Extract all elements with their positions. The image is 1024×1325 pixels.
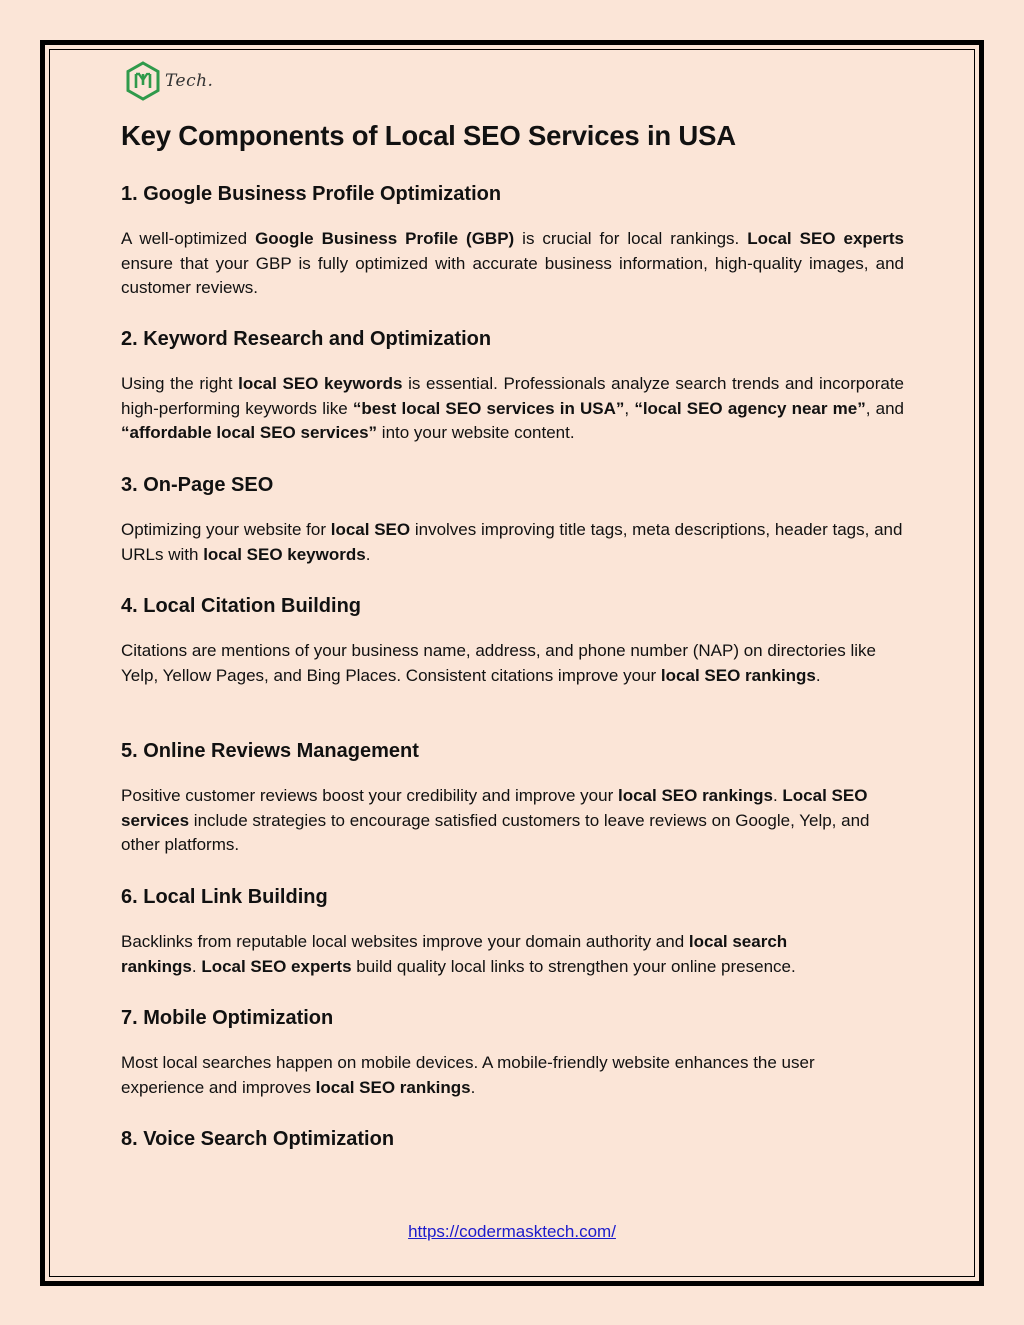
section-3 bbox=[121, 472, 904, 567]
bold-text: Local SEO services bbox=[121, 786, 868, 830]
section-heading: 8. Voice Search Optimization bbox=[121, 1128, 395, 1150]
section-paragraph bbox=[121, 1051, 891, 1100]
bold-text: local search rankings bbox=[121, 932, 788, 976]
text-run: build quality local links to strengthen your online presence. bbox=[351, 956, 796, 976]
text-run: ensure that your GBP is fully optimized with accurate business information, high-quality images, and customer reviews. bbox=[121, 253, 904, 297]
section-paragraph bbox=[121, 930, 861, 979]
text-run: Optimizing your website for bbox=[121, 520, 331, 539]
bold-text: “affordable local SEO services” bbox=[121, 423, 378, 442]
section-1 bbox=[121, 181, 904, 301]
bold-text: Local SEO experts bbox=[201, 956, 352, 976]
section-paragraph bbox=[121, 518, 904, 567]
section-7 bbox=[121, 1005, 904, 1100]
document-content bbox=[121, 118, 905, 1150]
bold-text: local SEO rankings bbox=[660, 665, 816, 685]
text-run: Citations are mentions of your business name, address, and phone number (NAP) on directories like Yelp, Yellow Pages, and Bing Places. Consistent citations improve your bbox=[121, 641, 876, 685]
text-run: involves improving title tags, meta descriptions, header tags, and URLs with bbox=[121, 520, 903, 564]
text-run: A well-optimized bbox=[121, 229, 256, 248]
text-run: into your website content. bbox=[377, 423, 575, 442]
bold-text: “best local SEO services in USA” bbox=[352, 398, 625, 418]
text-run: . bbox=[191, 956, 202, 976]
text-run: Most local searches happen on mobile devices. A mobile-friendly website enhances the user experience and improves bbox=[121, 1053, 815, 1097]
company-logo bbox=[125, 60, 215, 102]
page-title: Key Components of Local SEO Services in USA bbox=[121, 120, 736, 151]
section-paragraph bbox=[121, 639, 881, 688]
section-heading: 3. On-Page SEO bbox=[121, 474, 274, 496]
section-heading: 4. Local Citation Building bbox=[121, 595, 361, 617]
text-run: . bbox=[365, 544, 371, 564]
section-paragraph bbox=[121, 784, 904, 858]
section-heading: 6. Local Link Building bbox=[121, 886, 328, 908]
text-run: Using the right bbox=[121, 374, 239, 393]
bold-text: Google Business Profile (GBP) bbox=[255, 229, 515, 248]
section-heading: 7. Mobile Optimization bbox=[121, 1007, 334, 1029]
text-run: Backlinks from reputable local websites improve your domain authority and bbox=[121, 932, 689, 951]
cm-hexagon-logo-icon bbox=[125, 61, 161, 101]
section-6 bbox=[121, 884, 904, 979]
section-4 bbox=[121, 593, 904, 688]
logo-text: Tech. bbox=[165, 71, 214, 91]
bold-text: local SEO bbox=[330, 520, 411, 539]
bold-text: local SEO rankings bbox=[617, 786, 773, 805]
section-2 bbox=[121, 326, 904, 446]
text-run: is essential. Professionals analyze search trends and incorporate high-performing keywords like bbox=[121, 374, 905, 418]
text-run: , and bbox=[865, 398, 904, 418]
website-link[interactable]: https://codermasktech.com/ bbox=[408, 1222, 616, 1241]
bold-text: “local SEO agency near me” bbox=[634, 398, 866, 418]
bold-text: Local SEO experts bbox=[747, 229, 904, 248]
text-run: is crucial for local rankings. bbox=[514, 229, 748, 248]
text-run: . bbox=[470, 1077, 476, 1097]
footer bbox=[0, 1222, 1024, 1242]
section-paragraph bbox=[121, 372, 904, 446]
section-heading: 1. Google Business Profile Optimization bbox=[121, 183, 502, 205]
text-run: Positive customer reviews boost your credibility and improve your bbox=[121, 786, 618, 805]
section-heading: 5. Online Reviews Management bbox=[121, 740, 419, 762]
section-heading: 2. Keyword Research and Optimization bbox=[121, 328, 492, 350]
text-run: include strategies to encourage satisfied customers to leave reviews on Google, Yelp, and other platforms. bbox=[121, 810, 870, 854]
section-paragraph bbox=[121, 227, 904, 301]
section-8 bbox=[121, 1126, 904, 1172]
text-run: . bbox=[815, 665, 821, 685]
text-run: , bbox=[624, 398, 635, 418]
bold-text: local SEO keywords bbox=[238, 374, 403, 393]
section-5 bbox=[121, 738, 904, 858]
bold-text: local SEO keywords bbox=[203, 544, 366, 564]
bold-text: local SEO rankings bbox=[315, 1077, 471, 1097]
text-run: . bbox=[772, 786, 783, 805]
